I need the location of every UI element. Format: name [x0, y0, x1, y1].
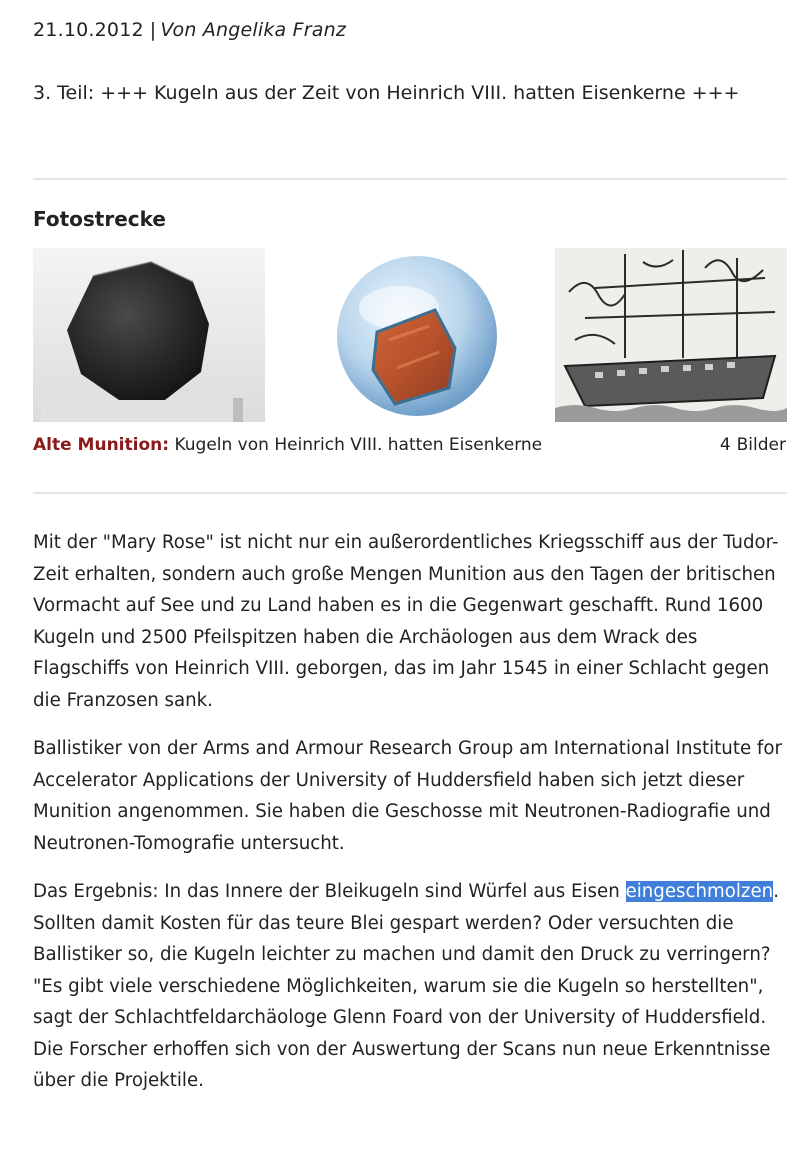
paragraph-3-rest: . Sollten damit Kosten für das teure Blei gespart werden? Oder versuchten die Ballistiker so, die Kugeln leichter zu machen und damit den Druck zu verringern? "Es gibt viele verschiedene Möglichkeiten, warum sie die Kugeln so herstellten", sagt der Schlachtfeldarchäologe Glenn Foard von der University of Huddersfield. Die Forscher erhoffen sich von der Auswertung der Scans nun neue Erkenntnisse über die Projektile.: [33, 881, 779, 1091]
body-paragraph-1: Mit der "Mary Rose" ist nicht nur ein außerordentliches Kriegsschiff aus der Tudor-Zeit erhalten, sondern auch große Mengen Munition aus den Tagen der britischen Vormacht auf See und zu Land haben es in die Gegenwart geschafft. Rund 1600 Kugeln und 2500 Pfeilspitzen haben die Archäologen aus dem Wrack des Flagschiffs von Heinrich VIII. geborgen, das im Jahr 1545 in einer Schlacht gegen die Franzosen sank.: [33, 532, 779, 711]
article-teaser: 3. Teil: +++ Kugeln aus der Zeit von Heinrich VIII. hatten Eisenkerne +++: [33, 82, 740, 104]
article-body: [33, 527, 789, 1114]
xray-lead-ball-image: [33, 248, 265, 422]
tomography-iron-cube-image: [299, 248, 531, 422]
divider-bottom: [33, 492, 787, 494]
gallery-thumb-xray[interactable]: [33, 248, 265, 422]
article-meta: [33, 19, 346, 41]
gallery-count-number: 4: [719, 435, 731, 455]
gallery-caption: [33, 435, 789, 455]
body-paragraph-3: [33, 876, 789, 1097]
meta-separator: |: [149, 19, 157, 41]
selected-text-highlight[interactable]: eingeschmolzen: [625, 881, 774, 902]
gallery-thumb-drawing[interactable]: [555, 248, 787, 422]
paragraph-3-start: Das Ergebnis: In das Innere der Bleikugeln sind Würfel aus Eisen: [33, 881, 626, 902]
gallery-title: Fotostrecke: [33, 207, 166, 231]
article-author: Von Angelika Franz: [160, 19, 347, 41]
caption-text[interactable]: Kugeln von Heinrich VIII. hatten Eisenkerne: [174, 435, 543, 455]
mary-rose-drawing-image: [555, 248, 787, 422]
caption-kicker: Alte Munition:: [33, 435, 170, 455]
body-paragraph-2: Ballistiker von der Arms and Armour Research Group am International Institute for Accelerator Applications der University of Huddersfield haben sich jetzt dieser Munition angenommen. Sie haben die Geschosse mit Neutronen-Radiografie und Neutronen-Tomografie untersucht.: [33, 738, 782, 854]
gallery-count-label: Bilder: [736, 435, 786, 455]
article-date: 21.10.2012: [33, 19, 144, 41]
gallery-count[interactable]: [720, 435, 786, 455]
divider-top: [33, 178, 787, 180]
gallery-thumb-tomography[interactable]: [299, 248, 531, 422]
